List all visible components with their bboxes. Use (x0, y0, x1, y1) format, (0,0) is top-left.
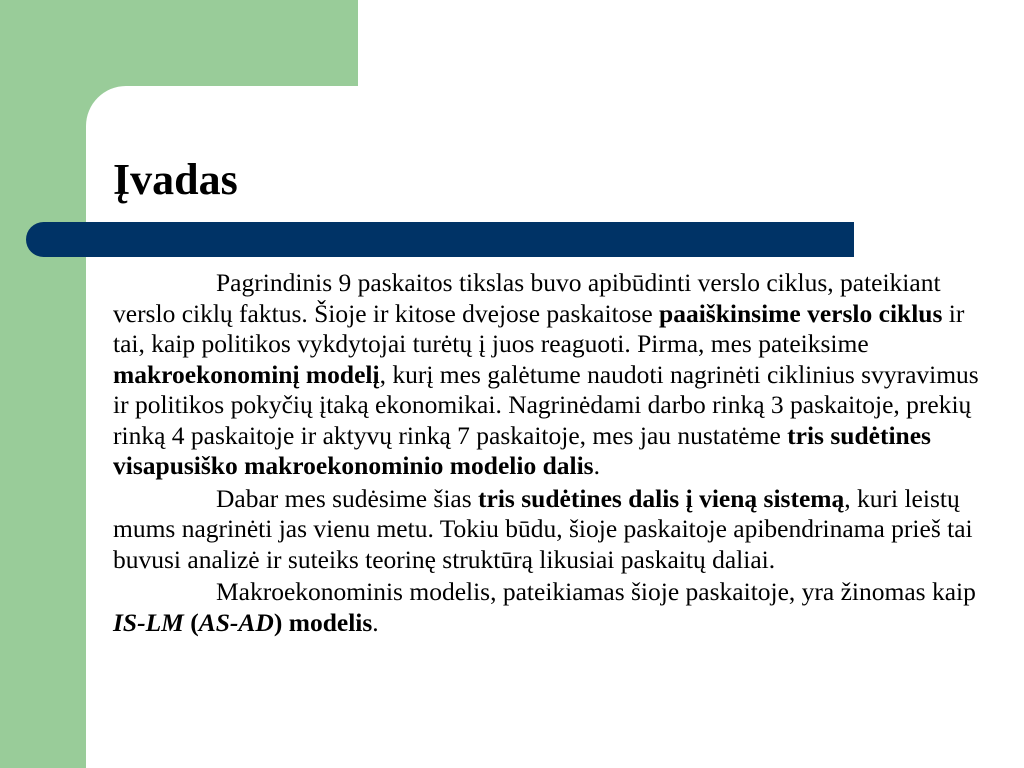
as-ad-label: AS-AD (198, 607, 274, 637)
paragraph-3-text: . (372, 607, 379, 637)
emphasis-three-components: tris sudėtines visapusiško makroekonominio modelio dalis (113, 420, 931, 480)
emphasis-explain-business-cycles: paaiškinsime verslo ciklus (659, 298, 943, 328)
is-lm-label: IS-LM (113, 607, 184, 637)
emphasis-model-name: IS-LM (AS-AD) modelis (113, 607, 373, 637)
paragraph-1-text: Pagrindinis 9 paskaitos tikslas buvo apibūdinti verslo ciklus, pateikiant verslo ciklų faktus. Šioje ir kitose dvejose paskaitose (113, 268, 941, 328)
emphasis-macro-model: makroekonominį modelį (113, 359, 380, 389)
paragraph-1 (113, 268, 985, 482)
paragraph-2-text: Dabar mes sudėsime šias (216, 483, 479, 513)
paragraph-2-text: , kuri leistų mums nagrinėti jas vienu metu. Tokiu būdu, šioje paskaitoje apibendrinama prieš tai buvusi analizė ir suteiks teorinę struktūrą likusiai paskaitų daliai. (113, 483, 973, 574)
title-underline-bar (26, 222, 854, 257)
paragraph-3 (113, 577, 985, 638)
emphasis-one-system: tris sudėtines dalis į vieną sistemą (478, 483, 845, 513)
paragraph-1-text: . (593, 451, 600, 480)
slide-title: Įvadas (113, 155, 238, 204)
slide-body (113, 268, 985, 640)
paragraph-1-text: , kurį mes galėtume naudoti nagrinėti ciklinius svyravimus ir politikos pokyčių įtaką ekonomikai. Nagrinėdami darbo rinką 3 paskaitoje, prekių rinką 4 paskaitoje ir aktyvų rinką 7 paskaitoje, mes jau nustatėme (113, 359, 979, 450)
paragraph-1-text: ir tai, kaip politikos vykdytojai turėtų į juos reaguoti. Pirma, mes pateiksime (113, 298, 965, 358)
paragraph-2 (113, 484, 985, 576)
paragraph-3-text: Makroekonominis modelis, pateikiamas šioje paskaitoje, yra žinomas kaip (216, 577, 976, 606)
